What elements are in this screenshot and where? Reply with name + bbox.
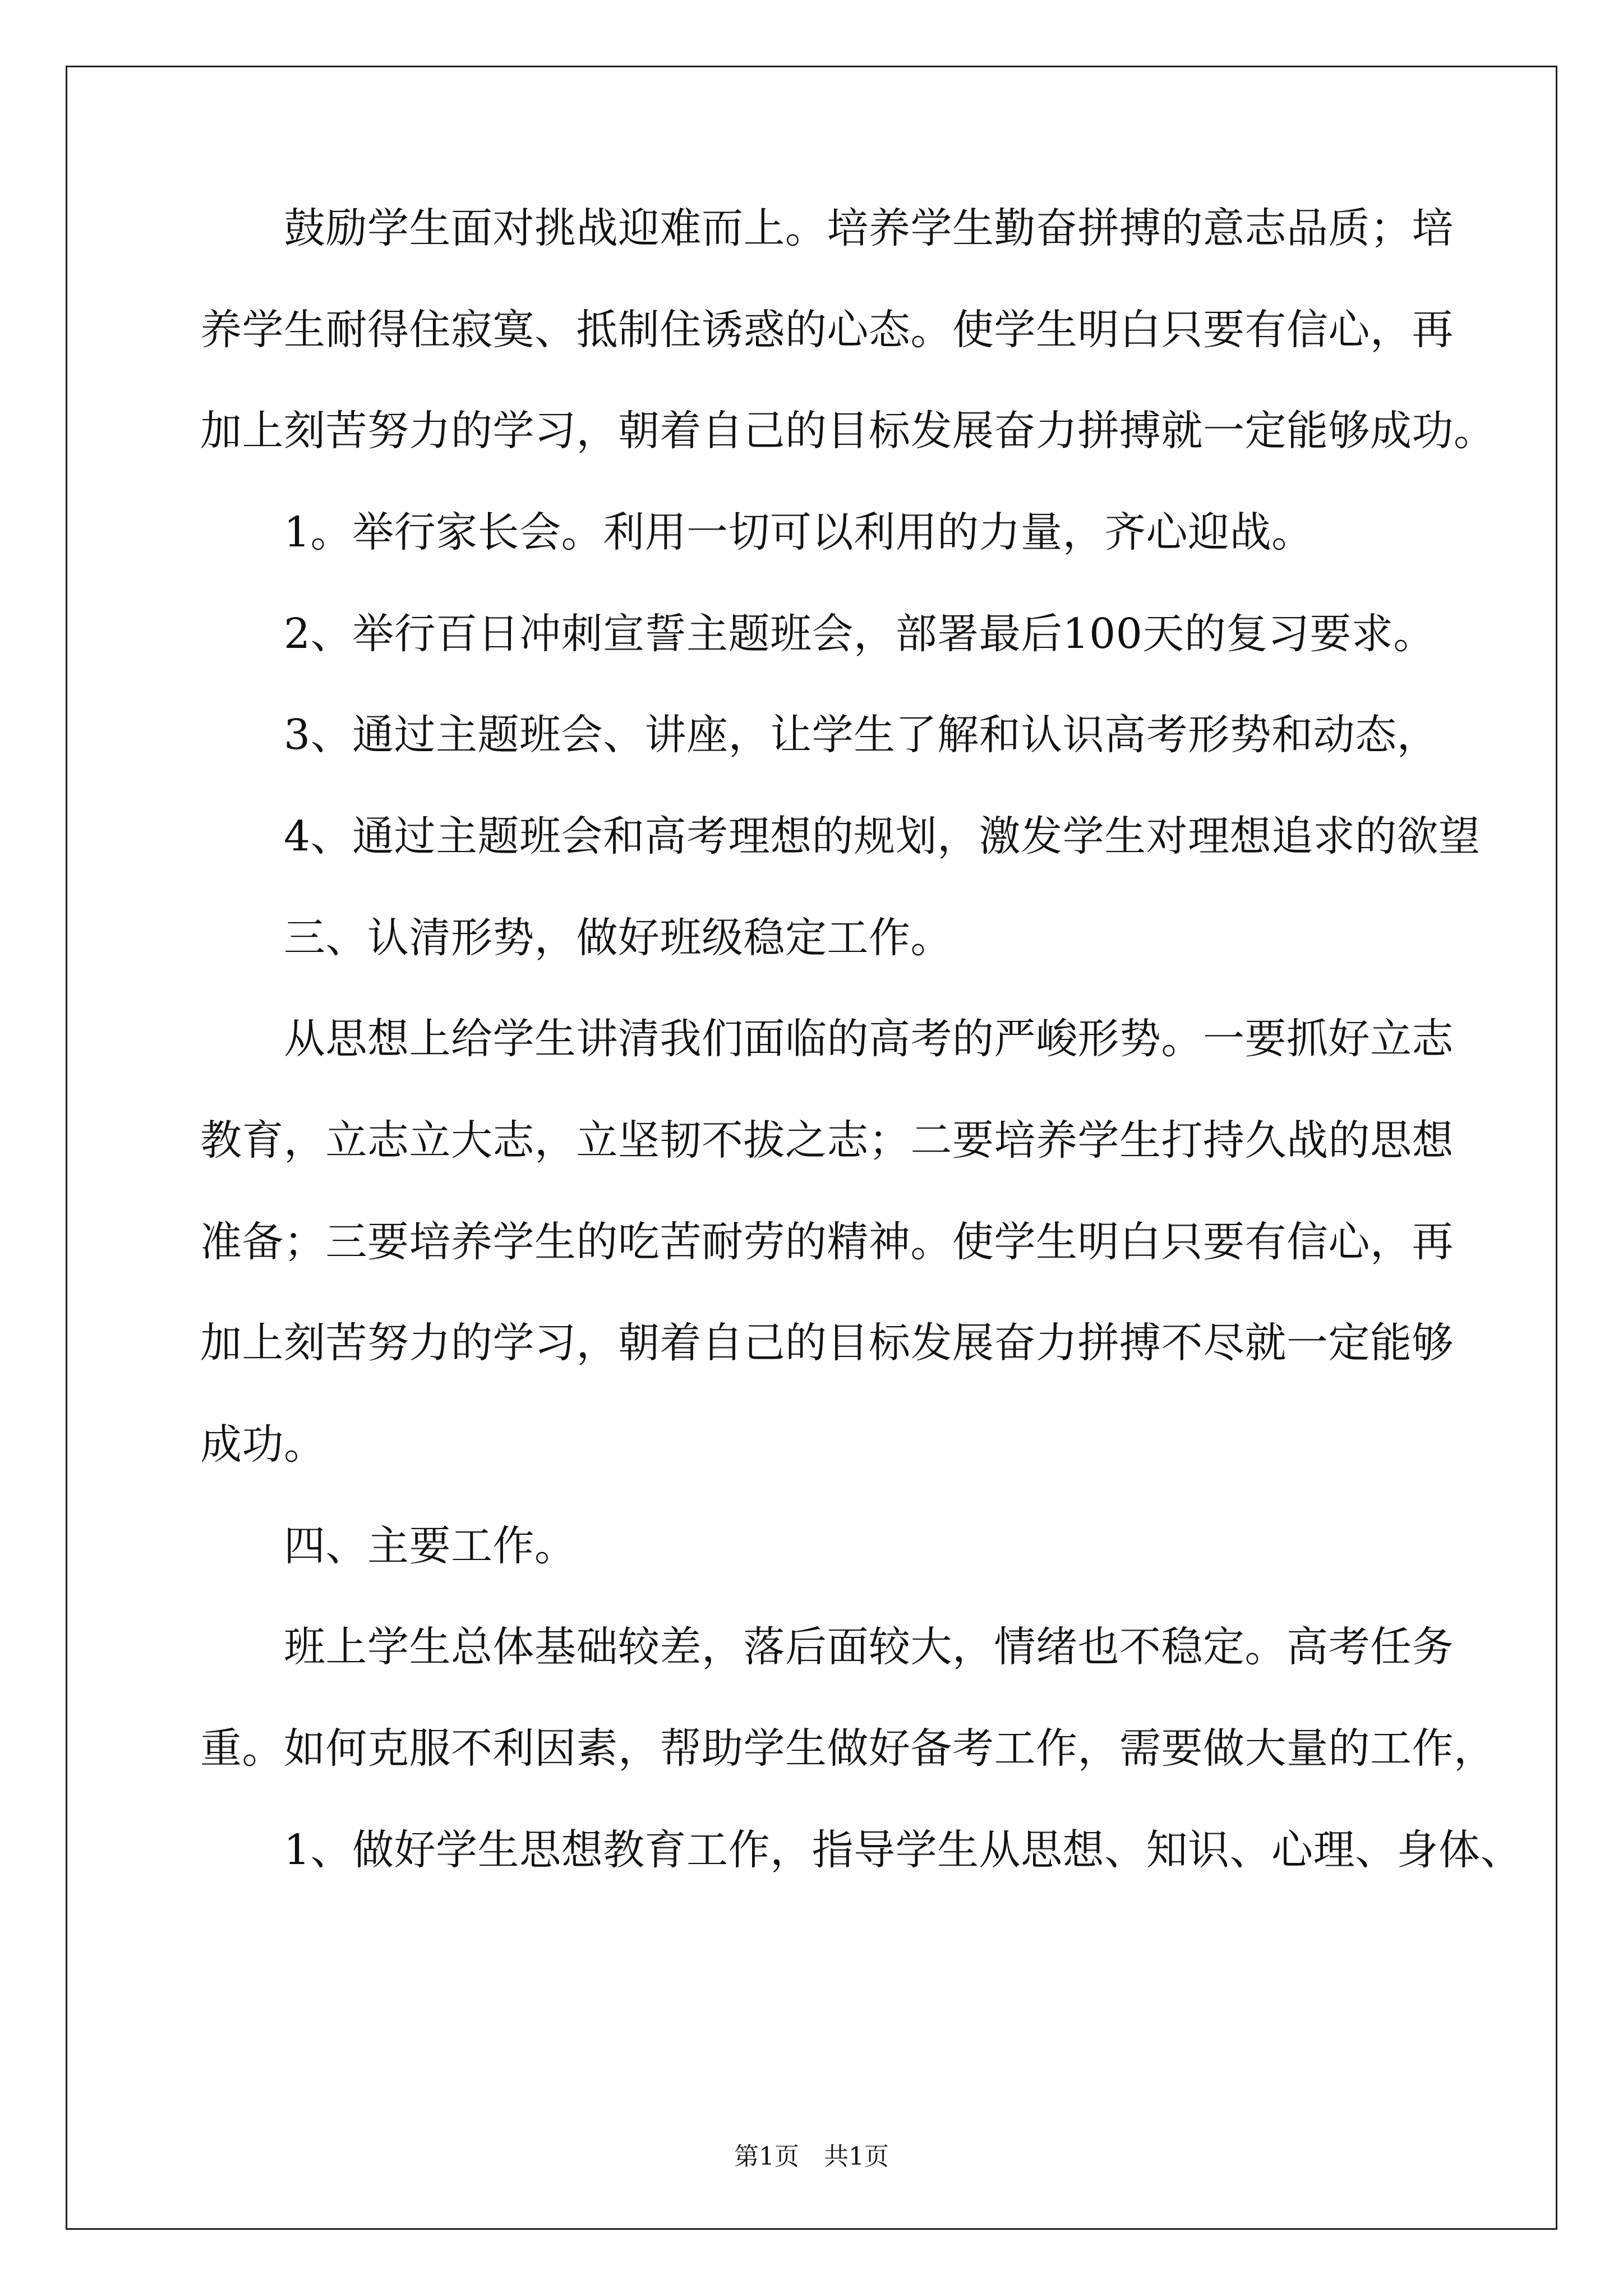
page-number-footer: 第1页 共1页 [734, 2142, 889, 2171]
text-line: 2、举行百日冲刺宣誓主题班会，部署最后100天的复习要求。 [200, 610, 1435, 658]
text-line: 成功。 [200, 1420, 326, 1469]
text-line: 4、通过主题班会和高考理想的规划，激发学生对理想追求的欲望 [200, 812, 1481, 861]
text-line: 教育，立志立大志，立坚韧不拔之志；二要培养学生打持久战的思想 [200, 1116, 1454, 1165]
text-line: 班上学生总体基础较差，落后面较大，情绪也不稳定。高考任务 [200, 1623, 1454, 1671]
text-line: 从思想上给学生讲清我们面临的高考的严峻形势。一要抓好立志 [200, 1015, 1454, 1063]
text-line: 准备；三要培养学生的吃苦耐劳的精神。使学生明白只要有信心，再 [200, 1218, 1454, 1266]
text-line: 1、做好学生思想教育工作，指导学生从思想、知识、心理、身体、 [200, 1826, 1523, 1874]
text-line: 1。举行家长会。利用一切可以利用的力量，齐心迎战。 [200, 508, 1313, 556]
text-line: 重。如何克服不利因素，帮助学生做好备考工作，需要做大量的工作， [200, 1724, 1496, 1773]
text-line: 加上刻苦努力的学习，朝着自己的目标发展奋力拼搏不尽就一定能够 [200, 1319, 1454, 1367]
text-line: 鼓励学生面对挑战迎难而上。培养学生勤奋拼搏的意志品质；培 [200, 204, 1454, 252]
text-line: 养学生耐得住寂寞、抵制住诱惑的心态。使学生明白只要有信心，再 [200, 306, 1454, 354]
text-line: 加上刻苦努力的学习，朝着自己的目标发展奋力拼搏就一定能够成功。 [200, 407, 1496, 455]
text-line: 3、通过主题班会、讲座，让学生了解和认识高考形势和动态， [200, 711, 1439, 759]
section-heading: 四、主要工作。 [200, 1522, 577, 1570]
section-heading: 三、认清形势，做好班级稳定工作。 [200, 914, 952, 962]
